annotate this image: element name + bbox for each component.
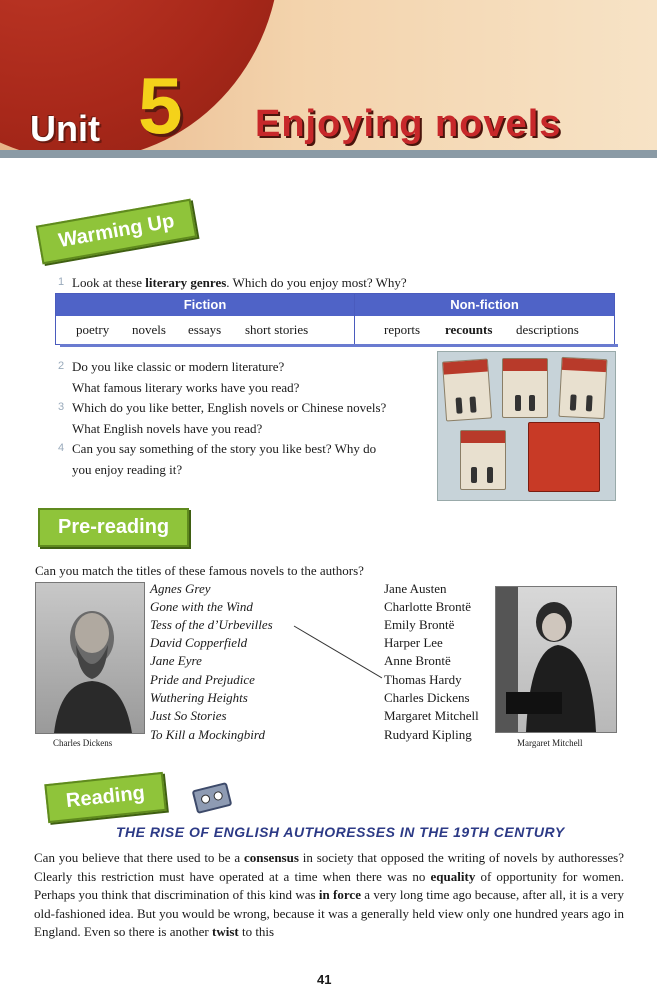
question-3-line2: What English novels have you read?: [72, 421, 263, 436]
novel-title: Tess of the d’Urbevilles: [150, 617, 273, 632]
passage-keyword: equality: [430, 868, 476, 884]
passage-text: in society that opposed the writing of novels by authoresses? Clearly this restriction must have operated at a time when there was no: [34, 850, 624, 884]
question-number: 3: [58, 401, 65, 413]
author-name: Anne Brontë: [384, 653, 451, 668]
fiction-header: Fiction: [56, 294, 354, 316]
passage-text: to this: [238, 924, 275, 939]
unit-title: Enjoying novels: [255, 103, 562, 145]
portrait-figure: [496, 587, 616, 732]
reading-title: THE RISE OF ENGLISH AUTHORESSES IN THE 19TH CENTURY: [116, 824, 565, 840]
unit-number: 5: [138, 61, 183, 150]
passage-text: Can you believe that there used to be a: [34, 850, 244, 865]
question-number: 4: [58, 442, 65, 454]
question-number: 1: [58, 276, 65, 288]
author-name: Charlotte Brontë: [384, 599, 472, 614]
book-image: [528, 422, 600, 492]
question-number: 2: [58, 360, 65, 372]
header-stripe: [0, 150, 657, 158]
table-divider: [354, 294, 355, 344]
pre-reading-question: Can you match the titles of these famous novels to the authors?: [35, 563, 364, 578]
genre-cell: descriptions: [516, 322, 579, 337]
charles-dickens-portrait: [35, 582, 145, 734]
genre-cell: short stories: [245, 322, 309, 337]
warming-up-tag: Warming Up: [36, 199, 197, 265]
author-name: Charles Dickens: [384, 690, 470, 705]
genre-cell: essays: [188, 322, 222, 337]
caption-dickens: Charles Dickens: [53, 738, 113, 748]
table-shadow: [60, 344, 618, 347]
book-image: [502, 358, 548, 418]
question-3-line1: Which do you like better, English novels or Chinese novels?: [72, 400, 387, 415]
question-1: [72, 274, 407, 291]
novel-title: David Copperfield: [150, 635, 248, 650]
page-number: 41: [317, 972, 332, 987]
passage-keyword: twist: [211, 924, 239, 939]
nonfiction-header: Non-fiction: [355, 294, 614, 316]
author-name: Thomas Hardy: [384, 672, 462, 687]
author-name: Harper Lee: [384, 635, 443, 650]
novel-title: Jane Eyre: [150, 653, 202, 668]
passage-text: a very long time ago because, after all, it is a very old-fashioned idea. But you would be wrong, because it was a generally held view only one hundred years ago in England. Even so there is another: [34, 887, 624, 939]
passage-keyword: consensus: [244, 850, 299, 865]
question-1-text-post: . Which do you enjoy most? Why?: [226, 275, 407, 290]
book-image: [558, 357, 607, 419]
reading-passage: [34, 849, 624, 942]
passage-keyword: in force: [318, 887, 361, 902]
cassette-tape-icon: [192, 782, 233, 814]
novel-title: Gone with the Wind: [150, 599, 253, 614]
caption-mitchell: Margaret Mitchell: [517, 738, 583, 748]
novel-title: Agnes Grey: [150, 581, 211, 596]
question-1-text-pre: Look at these: [72, 275, 146, 290]
author-name: Margaret Mitchell: [384, 708, 479, 723]
book-image: [442, 358, 492, 421]
book-image: [460, 430, 506, 490]
unit-label: Unit: [30, 108, 100, 149]
novel-title: To Kill a Mockingbird: [150, 727, 265, 742]
chinese-novels-photo: [437, 351, 616, 501]
question-1-keyword: literary genres: [145, 275, 227, 290]
passage-text: of opportunity for women. Perhaps you think that discrimination of this kind was: [34, 868, 624, 902]
novel-title: Just So Stories: [150, 708, 227, 723]
question-4-line1: Can you say something of the story you like best? Why do: [72, 441, 377, 456]
question-2-line2: What famous literary works have you read?: [72, 380, 300, 395]
example-match-line: [290, 620, 390, 682]
pre-reading-tag: Pre-reading: [38, 508, 189, 547]
margaret-mitchell-portrait: [495, 586, 617, 733]
question-4-line2: you enjoy reading it?: [72, 462, 183, 477]
genre-cell-bold: recounts: [445, 322, 493, 337]
genre-cell: poetry: [76, 322, 110, 337]
genre-cell: reports: [384, 322, 421, 337]
novel-title: Pride and Prejudice: [150, 672, 255, 687]
author-name: Emily Brontë: [384, 617, 455, 632]
question-2-line1: Do you like classic or modern literature?: [72, 359, 285, 374]
genres-table: [55, 293, 615, 345]
author-name: Jane Austen: [384, 581, 447, 596]
genre-cell: novels: [132, 322, 166, 337]
portrait-figure: [36, 583, 144, 733]
author-name: Rudyard Kipling: [384, 727, 472, 742]
reading-tag: Reading: [44, 772, 166, 823]
novel-title: Wuthering Heights: [150, 690, 248, 705]
